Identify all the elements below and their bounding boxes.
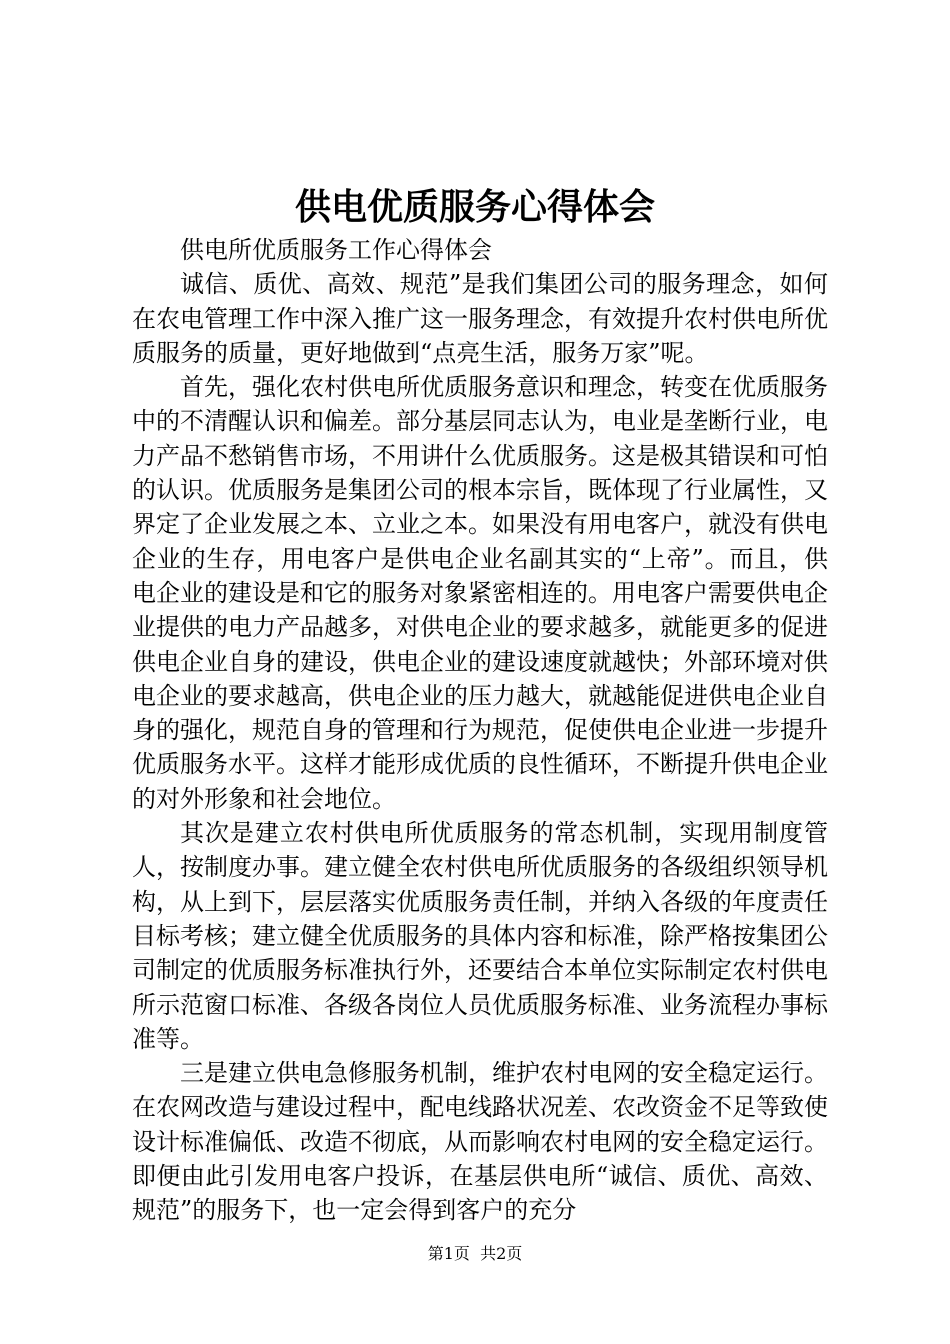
page-number-label: 第1页 共2页	[427, 1244, 523, 1263]
document-title: 供电优质服务心得体会	[294, 186, 655, 228]
paragraph-third-point: 三是建立供电急修服务机制，维护农村电网的安全稳定运行。在农网改造与建设过程中，配电线路状况差、农改资金不足等致使设计标准偏低、改造不彻底，从而影响农村电网的安全稳定运行。即便由此引发用电客户投诉，在基层供电所“诚信、质优、高效、规范”的服务下，也一定会得到客户的充分	[132, 1059, 828, 1225]
paragraph-intro: 诚信、质优、高效、规范”是我们集团公司的服务理念，如何在农电管理工作中深入推广这一服务理念，有效提升农村供电所优质服务的质量，更好地做到“点亮生活，服务万家”呢。	[132, 270, 828, 367]
page-footer	[0, 1242, 950, 1266]
paragraph-first-point: 首先，强化农村供电所优质服务意识和理念，转变在优质服务中的不清醒认识和偏差。部分基层同志认为，电业是垄断行业，电力产品不愁销售市场，不用讲什么优质服务。这是极其错误和可怕的认识。优质服务是集团公司的根本宗旨，既体现了行业属性，又界定了企业发展之本、立业之本。如果没有用电客户，就没有供电企业的生存，用电客户是供电企业名副其实的“上帝”。而且，供电企业的建设是和它的服务对象紧密相连的。用电客户需要供电企业提供的电力产品越多，对供电企业的要求越多，就能更多的促进供电企业自身的建设，供电企业的建设速度就越快；外部环境对供电企业的要求越高，供电企业的压力越大，就越能促进供电企业自身的强化，规范自身的管理和行为规范，促使供电企业进一步提升优质服务水平。这样才能形成优质的良性循环，不断提升供电企业的对外形象和社会地位。	[132, 373, 828, 813]
paragraph-second-point: 其次是建立农村供电所优质服务的常态机制，实现用制度管人，按制度办事。建立健全农村供电所优质服务的各级组织领导机构，从上到下，层层落实优质服务责任制，并纳入各级的年度责任目标考核；建立健全优质服务的具体内容和标准，除严格按集团公司制定的优质服务标准执行外，还要结合本单位实际制定农村供电所示范窗口标准、各级各岗位人员优质服务标准、业务流程办事标准等。	[132, 819, 828, 1053]
document-body	[132, 233, 828, 1228]
paragraph-subtitle: 供电所优质服务工作心得体会	[180, 236, 492, 264]
